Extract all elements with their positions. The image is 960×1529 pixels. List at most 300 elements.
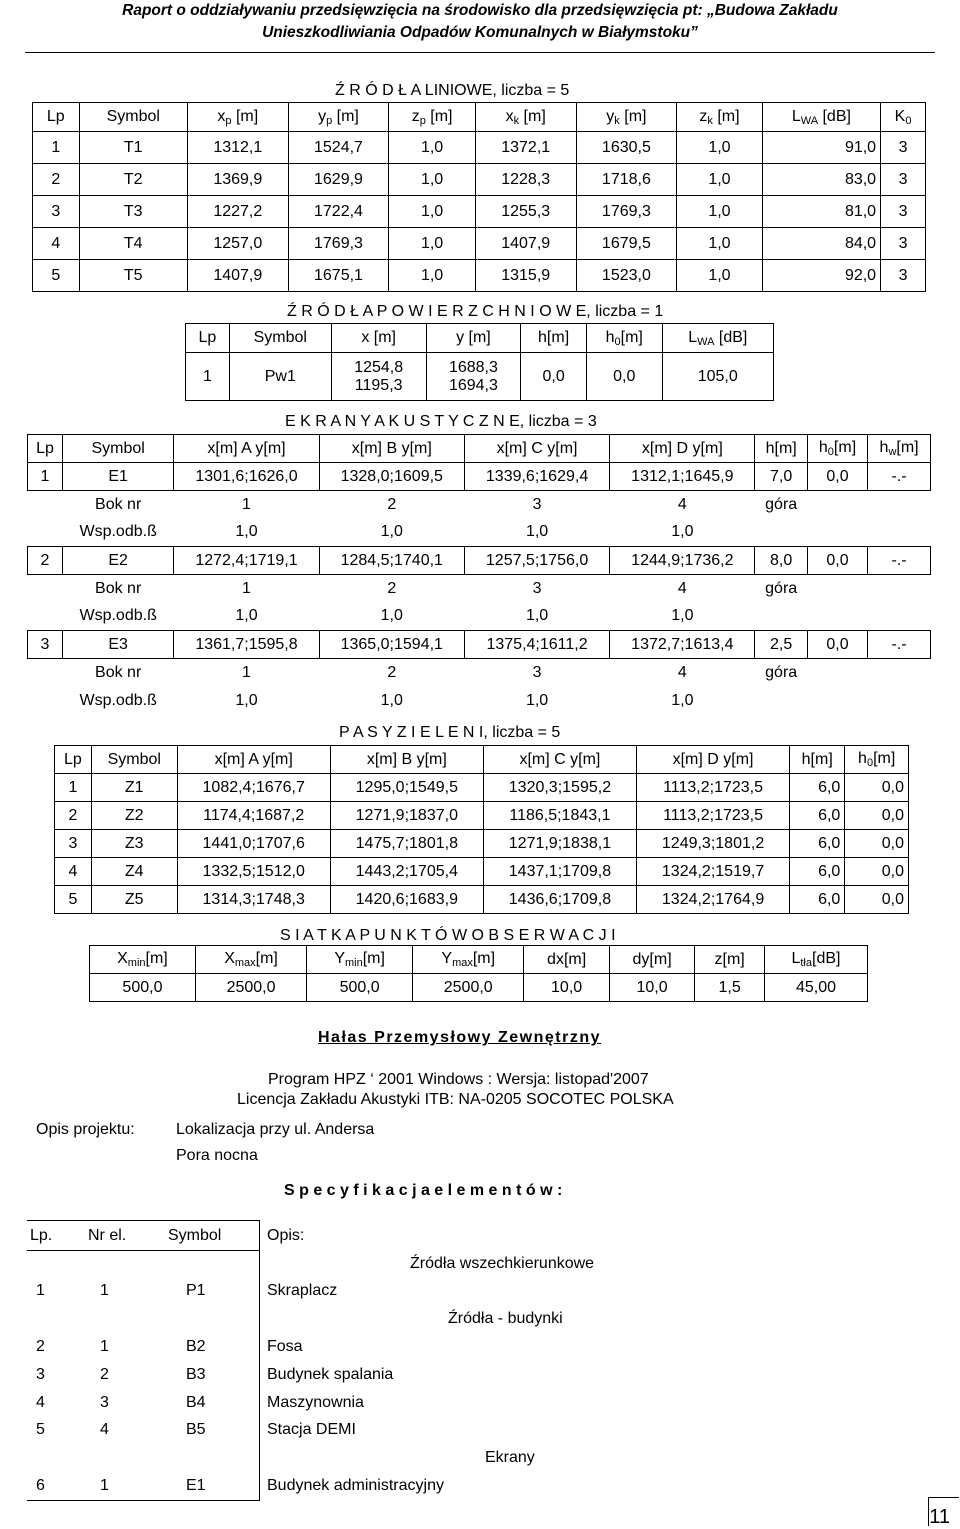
cell-h0: 0,0 [845, 886, 909, 914]
area-header-row [186, 324, 774, 353]
green-row [55, 830, 909, 858]
col-zk: $z_k$ [m] [677, 103, 762, 132]
area-row [186, 353, 774, 401]
page-number: 11 [929, 1506, 950, 1528]
col-zp: $z_p$ [m] [389, 103, 476, 132]
cell-b: 1295,0;1549,5 [330, 774, 483, 802]
wsp-label: Wsp.odb.ß [79, 691, 157, 709]
cell-lwa: 105,0 [662, 353, 773, 401]
spec-nr: 4 [100, 1421, 109, 1438]
header-line-1: Raport o oddziaływaniu przedsięwzięcia na środowisko dla przedsięwzięcia pt: „Budowa Zakładu [122, 2, 838, 19]
cell-d: 1324,2;1764,9 [637, 886, 790, 914]
cell-lp: 2 [28, 547, 63, 575]
cell-b: 1475,7;1801,8 [330, 830, 483, 858]
spacer [28, 659, 63, 687]
spacer [28, 491, 63, 519]
cell-zp: 1,0 [389, 228, 476, 260]
y2: 1694,3 [448, 376, 498, 394]
col-symbol: Symbol [91, 746, 177, 774]
wsp-label: Wsp.odb.ß [79, 523, 157, 541]
col-h: h[m] [790, 746, 845, 774]
col-xp: $x_p$ [m] [187, 103, 288, 132]
screens-table [27, 434, 931, 715]
y1: 1688,3 [448, 358, 498, 376]
cell-b: 1365,0;1594,1 [319, 631, 464, 659]
spec-col-symbol: Symbol [168, 1227, 222, 1244]
header-divider [25, 52, 935, 53]
wsp-value: 1,0 [380, 691, 403, 709]
cell-yk: 1718,6 [576, 164, 677, 196]
grid-title: S I A T K A P U N K T Ó W O B S E R W A C J I [280, 927, 616, 944]
bok-label: Bok nr [95, 495, 142, 513]
col-dy: dy[m] [609, 946, 694, 974]
col-h0: $h_0[m]$ [807, 435, 867, 463]
col-dx: dx[m] [524, 946, 609, 974]
cell-lp: 1 [28, 463, 63, 491]
cell-c: 1271,9;1838,1 [483, 830, 636, 858]
col-h: h[m] [521, 324, 587, 353]
grid-value: 1,5 [695, 974, 765, 1002]
cell-h: 7,0 [755, 463, 807, 491]
cell-xk: 1228,3 [475, 164, 576, 196]
col-a: x[m] A y[m] [174, 435, 319, 463]
cell-hw: -.- [868, 631, 931, 659]
green-row [55, 774, 909, 802]
bok-label: Bok nr [95, 579, 142, 597]
screens-header-row [28, 435, 931, 463]
col-ymin: $Y_{min}[m]$ [307, 946, 413, 974]
cell-symbol: Z5 [91, 886, 177, 914]
bok-value: 3 [532, 663, 542, 681]
linear-sources-title: Ź R Ó D Ł A LINIOWE, liczba = 5 [335, 82, 570, 99]
col-ymax: $Y_{max}[m]$ [413, 946, 524, 974]
grid-value: 10,0 [609, 974, 694, 1002]
cell-symbol: Z2 [91, 802, 177, 830]
green-row [55, 886, 909, 914]
cell-symbol: Pw1 [229, 353, 331, 401]
col-xmax: $X_{max}[m]$ [195, 946, 306, 974]
header-line-2: Unieszkodliwiania Odpadów Komunalnych w Białymstoku” [262, 24, 698, 41]
spacer [28, 687, 63, 715]
group-screens: Ekrany [485, 1449, 535, 1466]
green-belts-table [54, 745, 909, 914]
cell-a: 1082,4;1676,7 [177, 774, 330, 802]
spec-header-line [27, 1250, 260, 1252]
bok-value: 4 [677, 495, 687, 513]
cell-lp: 3 [55, 830, 92, 858]
report-header [0, 0, 960, 44]
cell-h0: 0,0 [845, 774, 909, 802]
cell-hw: -.- [868, 463, 931, 491]
cell-c: 1257,5;1756,0 [464, 547, 609, 575]
screen-bok-row [28, 659, 931, 687]
spec-opis: Fosa [267, 1338, 303, 1355]
bok-value: 1 [242, 495, 251, 513]
cell-d: 1324,2;1519,7 [637, 858, 790, 886]
col-hw: $h_w[m]$ [868, 435, 931, 463]
cell-h: 2,5 [755, 631, 807, 659]
cell-d: 1113,2;1723,5 [637, 774, 790, 802]
spec-symbol: E1 [186, 1477, 206, 1494]
linear-row [33, 228, 926, 260]
bok-value: góra [765, 495, 798, 513]
cell-lwa: 92,0 [762, 260, 880, 292]
cell-lp: 3 [28, 631, 63, 659]
cell-symbol: E1 [62, 463, 173, 491]
col-lp: Lp [55, 746, 92, 774]
col-c: x[m] C y[m] [464, 435, 609, 463]
wsp-value: 1,0 [671, 607, 694, 625]
col-d: x[m] D y[m] [610, 435, 755, 463]
col-b: x[m] B y[m] [330, 746, 483, 774]
wsp-value: 1,0 [671, 691, 694, 709]
cell-lp: 2 [33, 164, 80, 196]
cell-lp: 2 [55, 802, 92, 830]
wsp-value: 1,0 [380, 607, 403, 625]
col-yk: $y_k$ [m] [576, 103, 677, 132]
bok-value: 4 [677, 663, 687, 681]
cell-c: 1436,6;1709,8 [483, 886, 636, 914]
spec-nr: 1 [100, 1282, 109, 1299]
col-z: z[m] [695, 946, 765, 974]
green-row [55, 858, 909, 886]
cell-a: 1332,5;1512,0 [177, 858, 330, 886]
spec-opis: Stacja DEMI [267, 1421, 356, 1438]
opis-line-2: Pora nocna [176, 1147, 258, 1164]
cell-lwa: 81,0 [762, 196, 880, 228]
cell-h0: 0,0 [807, 631, 867, 659]
col-ltla: $L_{tła}[dB]$ [764, 946, 867, 974]
col-yp: $y_p$ [m] [288, 103, 389, 132]
screen-wsp-row [28, 519, 931, 547]
spec-symbol: B5 [186, 1421, 206, 1438]
cell-xp: 1407,9 [187, 260, 288, 292]
wsp-value: 1,0 [380, 523, 403, 541]
green-belts-title: P A S Y Z I E L E N I, liczba = 5 [339, 724, 561, 741]
spec-top-line [27, 1220, 260, 1222]
cell-xk: 1372,1 [475, 132, 576, 164]
spec-nr: 3 [100, 1394, 109, 1411]
bok-value: 1 [242, 579, 251, 597]
wsp-value: 1,0 [671, 523, 694, 541]
x1: 1254,8 [354, 358, 404, 376]
cell-b: 1420,6;1683,9 [330, 886, 483, 914]
grid-value: 500,0 [307, 974, 413, 1002]
cell-d: 1113,2;1723,5 [637, 802, 790, 830]
col-d: x[m] D y[m] [637, 746, 790, 774]
cell-b: 1271,9;1837,0 [330, 802, 483, 830]
cell-c: 1375,4;1611,2 [464, 631, 609, 659]
col-x: x [m] [331, 324, 426, 353]
grid-table [89, 945, 868, 1002]
grid-header-row [90, 946, 868, 974]
cell-h: 6,0 [790, 858, 845, 886]
cell-y [426, 353, 521, 401]
linear-row [33, 164, 926, 196]
bok-value: 1 [242, 663, 251, 681]
cell-hw: -.- [868, 547, 931, 575]
spec-col-lp: Lp. [30, 1227, 53, 1244]
grid-value: 2500,0 [413, 974, 524, 1002]
cell-yp: 1524,7 [288, 132, 389, 164]
cell-symbol: Z3 [91, 830, 177, 858]
cell-k0: 3 [881, 260, 926, 292]
col-symbol: Symbol [79, 103, 187, 132]
spec-lp: 3 [36, 1366, 45, 1383]
cell-lwa: 84,0 [762, 228, 880, 260]
wsp-value: 1,0 [525, 607, 549, 625]
bok-value: 2 [387, 579, 397, 597]
cell-h0: 0,0 [845, 858, 909, 886]
screen-bok-row [28, 491, 931, 519]
bok-value: 3 [532, 579, 542, 597]
cell-zp: 1,0 [389, 196, 476, 228]
licence-line: Licencja Zakładu Akustyki ITB: NA-0205 SOCOTEC POLSKA [237, 1091, 674, 1108]
cell-h: 6,0 [790, 830, 845, 858]
cell-symbol: T2 [79, 164, 187, 196]
area-sources-title: Ź R Ó D Ł A P O W I E R Z C H N I O W E, liczba = 1 [287, 303, 664, 320]
cell-yp: 1769,3 [288, 228, 389, 260]
cell-x [331, 353, 426, 401]
cell-lp: 4 [55, 858, 92, 886]
cell-symbol: T1 [79, 132, 187, 164]
cell-k0: 3 [881, 164, 926, 196]
spec-lp: 5 [36, 1421, 45, 1438]
cell-h: 6,0 [790, 886, 845, 914]
col-b: x[m] B y[m] [319, 435, 464, 463]
spacer [28, 603, 63, 631]
cell-a: 1301,6;1626,0 [174, 463, 319, 491]
grid-value: 10,0 [524, 974, 609, 1002]
group-omni: Źródła wszechkierunkowe [410, 1255, 595, 1272]
cell-symbol: T3 [79, 196, 187, 228]
screen-row [28, 631, 931, 659]
cell-d: 1249,3;1801,2 [637, 830, 790, 858]
cell-xp: 1257,0 [187, 228, 288, 260]
wsp-label: Wsp.odb.ß [79, 607, 157, 625]
bok-value: 3 [532, 495, 542, 513]
cell-yp: 1629,9 [288, 164, 389, 196]
cell-zp: 1,0 [389, 260, 476, 292]
cell-xk: 1407,9 [475, 228, 576, 260]
cell-zp: 1,0 [389, 164, 476, 196]
col-symbol: Symbol [62, 435, 173, 463]
cell-lp: 3 [33, 196, 80, 228]
spec-nr: 1 [100, 1477, 109, 1494]
cell-xp: 1227,2 [187, 196, 288, 228]
cell-yp: 1722,4 [288, 196, 389, 228]
cell-lp: 1 [33, 132, 80, 164]
spacer [28, 575, 63, 603]
cell-lwa: 91,0 [762, 132, 880, 164]
cell-yk: 1523,0 [576, 260, 677, 292]
cell-zk: 1,0 [677, 228, 762, 260]
grid-value: 45,00 [764, 974, 867, 1002]
spec-col-nr: Nr el. [88, 1227, 127, 1244]
wsp-value: 1,0 [525, 691, 549, 709]
hpz-title: Hałas Przemysłowy Zewnętrzny [318, 1029, 601, 1046]
cell-xp: 1312,1 [187, 132, 288, 164]
cell-c: 1339,6;1629,4 [464, 463, 609, 491]
bok-value: góra [765, 579, 798, 597]
screen-row [28, 547, 931, 575]
cell-symbol: E2 [62, 547, 173, 575]
green-header-row [55, 746, 909, 774]
col-lwa: $L_{WA}$ [dB] [762, 103, 880, 132]
spec-vertical-line [259, 1220, 261, 1500]
cell-h: 0,0 [521, 353, 587, 401]
cell-d: 1244,9;1736,2 [610, 547, 755, 575]
cell-yk: 1630,5 [576, 132, 677, 164]
spec-lp: 6 [36, 1477, 45, 1494]
cell-k0: 3 [881, 228, 926, 260]
col-h0: $h_0[m]$ [586, 324, 662, 353]
bok-label: Bok nr [95, 663, 142, 681]
cell-a: 1441,0;1707,6 [177, 830, 330, 858]
cell-a: 1272,4;1719,1 [174, 547, 319, 575]
cell-a: 1314,3;1748,3 [177, 886, 330, 914]
spec-opis: Skraplacz [267, 1282, 338, 1299]
cell-c: 1437,1;1709,8 [483, 858, 636, 886]
cell-xk: 1255,3 [475, 196, 576, 228]
opis-line-1: Lokalizacja przy ul. Andersa [176, 1121, 375, 1138]
col-xmin: $X_{min}[m]$ [90, 946, 196, 974]
col-lwa: $L_{WA}$ [dB] [662, 324, 773, 353]
cell-symbol: Z1 [91, 774, 177, 802]
spec-nr: 2 [100, 1366, 109, 1383]
screen-wsp-row [28, 687, 931, 715]
spec-bottom-line [27, 1500, 260, 1502]
col-symbol: Symbol [229, 324, 331, 353]
cell-lp: 4 [33, 228, 80, 260]
spec-symbol: P1 [186, 1282, 206, 1299]
cell-zk: 1,0 [677, 132, 762, 164]
screen-wsp-row [28, 603, 931, 631]
linear-header-row [33, 103, 926, 132]
cell-b: 1328,0;1609,5 [319, 463, 464, 491]
cell-lp: 1 [186, 353, 230, 401]
col-a: x[m] A y[m] [177, 746, 330, 774]
cell-d: 1312,1;1645,9 [610, 463, 755, 491]
cell-zp: 1,0 [389, 132, 476, 164]
cell-lwa: 83,0 [762, 164, 880, 196]
cell-zk: 1,0 [677, 260, 762, 292]
cell-h0: 0,0 [586, 353, 662, 401]
linear-sources-table [32, 102, 926, 292]
cell-h0: 0,0 [845, 802, 909, 830]
cell-k0: 3 [881, 132, 926, 164]
spec-lp: 2 [36, 1338, 45, 1355]
spec-nr: 1 [100, 1338, 109, 1355]
area-sources-table [185, 323, 774, 401]
green-row [55, 802, 909, 830]
bok-value: 2 [387, 495, 397, 513]
spec-opis: Budynek spalania [267, 1366, 394, 1383]
cell-a: 1361,7;1595,8 [174, 631, 319, 659]
cell-c: 1186,5;1843,1 [483, 802, 636, 830]
col-lp: Lp [186, 324, 230, 353]
grid-value: 2500,0 [195, 974, 306, 1002]
group-buildings: Źródła - budynki [448, 1310, 563, 1327]
screens-title: E K R A N Y A K U S T Y C Z N E, liczba = 3 [285, 413, 597, 430]
cell-yk: 1769,3 [576, 196, 677, 228]
spec-symbol: B3 [186, 1366, 206, 1383]
spec-lp: 4 [36, 1394, 45, 1411]
cell-symbol: T5 [79, 260, 187, 292]
cell-h0: 0,0 [807, 463, 867, 491]
cell-lp: 5 [55, 886, 92, 914]
col-k0: $K_0$ [881, 103, 926, 132]
grid-values-row [90, 974, 868, 1002]
cell-zk: 1,0 [677, 164, 762, 196]
cell-xp: 1369,9 [187, 164, 288, 196]
spec-lp: 1 [36, 1282, 45, 1299]
x2: 1195,3 [354, 376, 403, 394]
cell-symbol: E3 [62, 631, 173, 659]
cell-h: 8,0 [755, 547, 807, 575]
cell-lp: 5 [33, 260, 80, 292]
cell-yp: 1675,1 [288, 260, 389, 292]
spacer [28, 519, 63, 547]
spec-col-opis: Opis: [267, 1227, 305, 1244]
wsp-value: 1,0 [525, 523, 549, 541]
cell-b: 1443,2;1705,4 [330, 858, 483, 886]
cell-zk: 1,0 [677, 196, 762, 228]
cell-c: 1320,3;1595,2 [483, 774, 636, 802]
wsp-value: 1,0 [235, 607, 258, 625]
col-y: y [m] [426, 324, 521, 353]
cell-h0: 0,0 [845, 830, 909, 858]
spec-opis: Budynek administracyjny [267, 1477, 444, 1494]
bok-value: 2 [387, 663, 397, 681]
cell-a: 1174,4;1687,2 [177, 802, 330, 830]
cell-d: 1372,7;1613,4 [610, 631, 755, 659]
cell-h: 6,0 [790, 774, 845, 802]
cell-b: 1284,5;1740,1 [319, 547, 464, 575]
cell-k0: 3 [881, 196, 926, 228]
grid-value: 500,0 [90, 974, 196, 1002]
bok-value: góra [765, 663, 798, 681]
linear-row [33, 132, 926, 164]
opis-label: Opis projektu: [36, 1121, 135, 1138]
col-c: x[m] C y[m] [483, 746, 636, 774]
col-xk: $x_k$ [m] [475, 103, 576, 132]
cell-h0: 0,0 [807, 547, 867, 575]
screen-row [28, 463, 931, 491]
screen-bok-row [28, 575, 931, 603]
spec-opis: Maszynownia [267, 1394, 364, 1411]
wsp-value: 1,0 [235, 691, 258, 709]
cell-symbol: T4 [79, 228, 187, 260]
bok-value: 4 [677, 579, 687, 597]
cell-yk: 1679,5 [576, 228, 677, 260]
linear-row [33, 260, 926, 292]
cell-symbol: Z4 [91, 858, 177, 886]
program-line: Program HPZ ‘ 2001 Windows : Wersja: listopad'2007 [268, 1071, 649, 1088]
wsp-value: 1,0 [235, 523, 258, 541]
col-h0: $h_0[m]$ [845, 746, 909, 774]
col-h: h[m] [755, 435, 807, 463]
col-lp: Lp [28, 435, 63, 463]
spec-symbol: B4 [186, 1394, 206, 1411]
linear-row [33, 196, 926, 228]
cell-lp: 1 [55, 774, 92, 802]
cell-xk: 1315,9 [475, 260, 576, 292]
spec-title: S p e c y f i k a c j a e l e m e n t ó w : [284, 1182, 563, 1199]
col-lp: Lp [33, 103, 80, 132]
cell-h: 6,0 [790, 802, 845, 830]
spec-symbol: B2 [186, 1338, 206, 1355]
